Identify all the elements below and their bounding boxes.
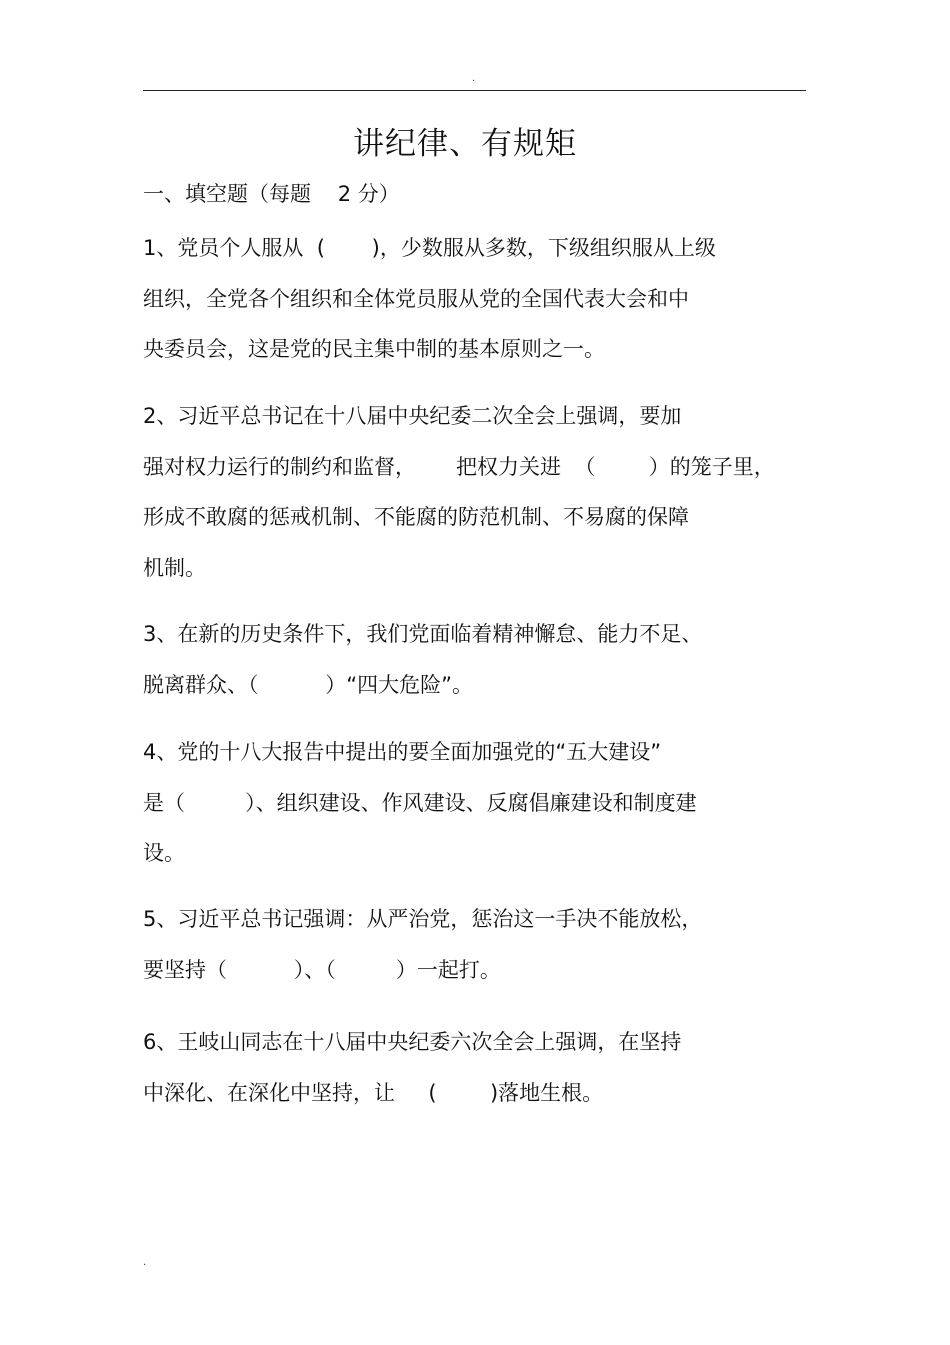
question-line: 6、王岐山同志在十八届中央纪委六次全会上强调，在坚持: [143, 1030, 682, 1054]
header-rule: [143, 90, 806, 91]
question-line: 脱离群众、（ ）“四大危险”。: [143, 672, 474, 697]
question-line: 形成不敢腐的惩戒机制、不能腐的防范机制、不易腐的保障: [143, 505, 689, 529]
question-line: 设。: [143, 841, 185, 865]
question-line: 是（ ）、组织建设、作风建设、反腐倡廉建设和制度建: [143, 790, 697, 815]
question-line: 央委员会，这是党的民主集中制的基本原则之一。: [143, 337, 605, 361]
section-heading: 一、填空题（每题 2 分）: [143, 182, 400, 206]
footer-dot: .: [143, 1257, 147, 1268]
question-line: 4、党的十八大报告中提出的要全面加强党的“五大建设”: [143, 740, 662, 764]
question-2: [143, 400, 803, 602]
header-dot: .: [472, 73, 476, 84]
question-6: [143, 1026, 803, 1127]
document-title: 讲纪律、有规矩: [353, 126, 577, 162]
question-line: 5、习近平总书记强调：从严治党，惩治这一手决不能放松，: [143, 907, 703, 931]
question-3: [143, 618, 803, 719]
question-line: 要坚持（ ）、（ ）一起打。: [143, 957, 501, 982]
question-line: 组织，全党各个组织和全体党员服从党的全国代表大会和中: [143, 286, 689, 311]
question-line: 机制。: [143, 555, 206, 580]
question-4: [143, 736, 803, 888]
question-line: 1、党员个人服从 ( )，少数服从多数，下级组织服从上级: [143, 236, 716, 260]
question-line: 强对权力运行的制约和监督， 把权力关进 （ ）的笼子里，: [143, 454, 775, 479]
question-5: [143, 903, 803, 1004]
question-line: 3、在新的历史条件下，我们党面临着精神懈怠、能力不足、: [143, 622, 703, 646]
question-line: 2、习近平总书记在十八届中央纪委二次全会上强调，要加: [143, 404, 682, 428]
question-1: [143, 232, 803, 384]
question-line: 中深化、在深化中坚持，让 ( )落地生根。: [143, 1080, 604, 1105]
